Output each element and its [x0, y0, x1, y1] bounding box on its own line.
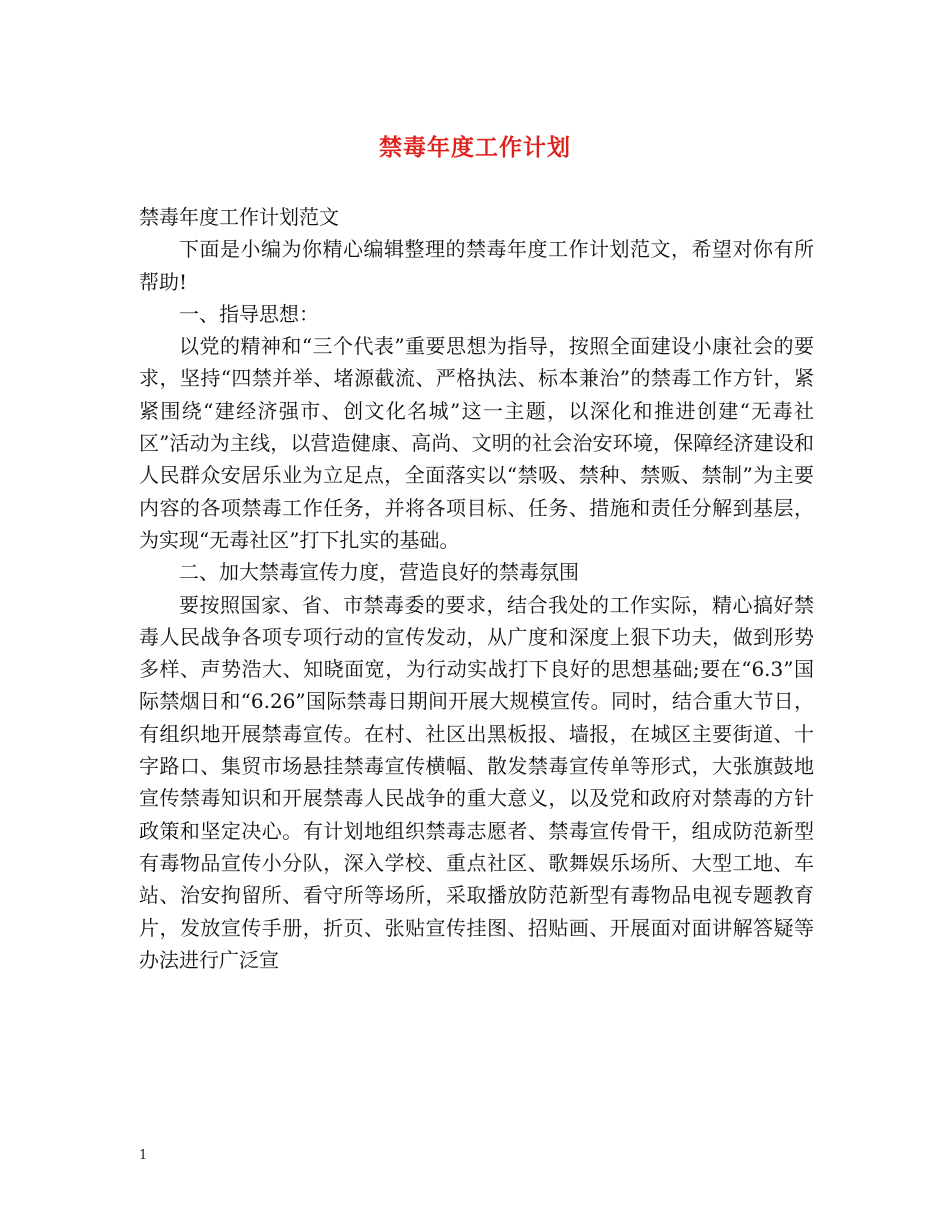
section-heading-guiding-ideology: 一、指导思想：: [179, 301, 319, 326]
paragraph-subtitle: 禁毒年度工作计划范文: [139, 205, 339, 229]
paragraph-publicity: 要按照国家、省、市禁毒委的要求，结合我处的工作实际，精心搞好禁毒人民战争各项专项行动的宣传发动，从广度和深度上狠下功夫，做到形势多样、声势浩大、知晓面宽，为行动实战打下良好的思想基础;要在“6.3”国际禁烟日和“6.26”国际禁毒日期间开展大规模宣传。同时，结合重大节日，有组织地开展禁毒宣传。在村、社区出黑板报、墙报，在城区主要街道、十字路口、集贸市场悬挂禁毒宣传横幅、散发禁毒宣传单等形式，大张旗鼓地宣传禁毒知识和开展禁毒人民战争的重大意义，以及党和政府对禁毒的方针政策和坚定决心。有计划地组织禁毒志愿者、禁毒宣传骨干，组成防范新型有毒物品宣传小分队，深入学校、重点社区、歌舞娱乐场所、大型工地、车站、治安拘留所、看守所等场所，采取播放防范新型有毒物品电视专题教育片，发放宣传手册，折页、张贴宣传挂图、招贴画、开展面对面讲解答疑等办法进行广泛宣: [139, 592, 814, 972]
section-heading-publicity: 二、加大禁毒宣传力度，营造良好的禁毒氛围: [179, 560, 579, 585]
document-title: 禁毒年度工作计划: [379, 134, 571, 161]
paragraph-guiding-ideology: 以党的精神和“三个代表”重要思想为指导，按照全面建设小康社会的要求，坚持“四禁并举、堵源截流、严格执法、标本兼治”的禁毒工作方针，紧紧围绕“建经济强市、创文化名城”这一主题，以深化和推进创建“无毒社区”活动为主线，以营造健康、高尚、文明的社会治安环境，保障经济建设和人民群众安居乐业为立足点，全面落实以“禁吸、禁种、禁贩、禁制”为主要内容的各项禁毒工作任务，并将各项目标、任务、措施和责任分解到基层，为实现“无毒社区”打下扎实的基础。: [139, 334, 814, 552]
page-number: 1: [139, 1148, 148, 1163]
document-body: [139, 201, 814, 976]
paragraph-intro: 下面是小编为你精心编辑整理的禁毒年度工作计划范文，希望对你有所帮助!: [139, 237, 814, 294]
